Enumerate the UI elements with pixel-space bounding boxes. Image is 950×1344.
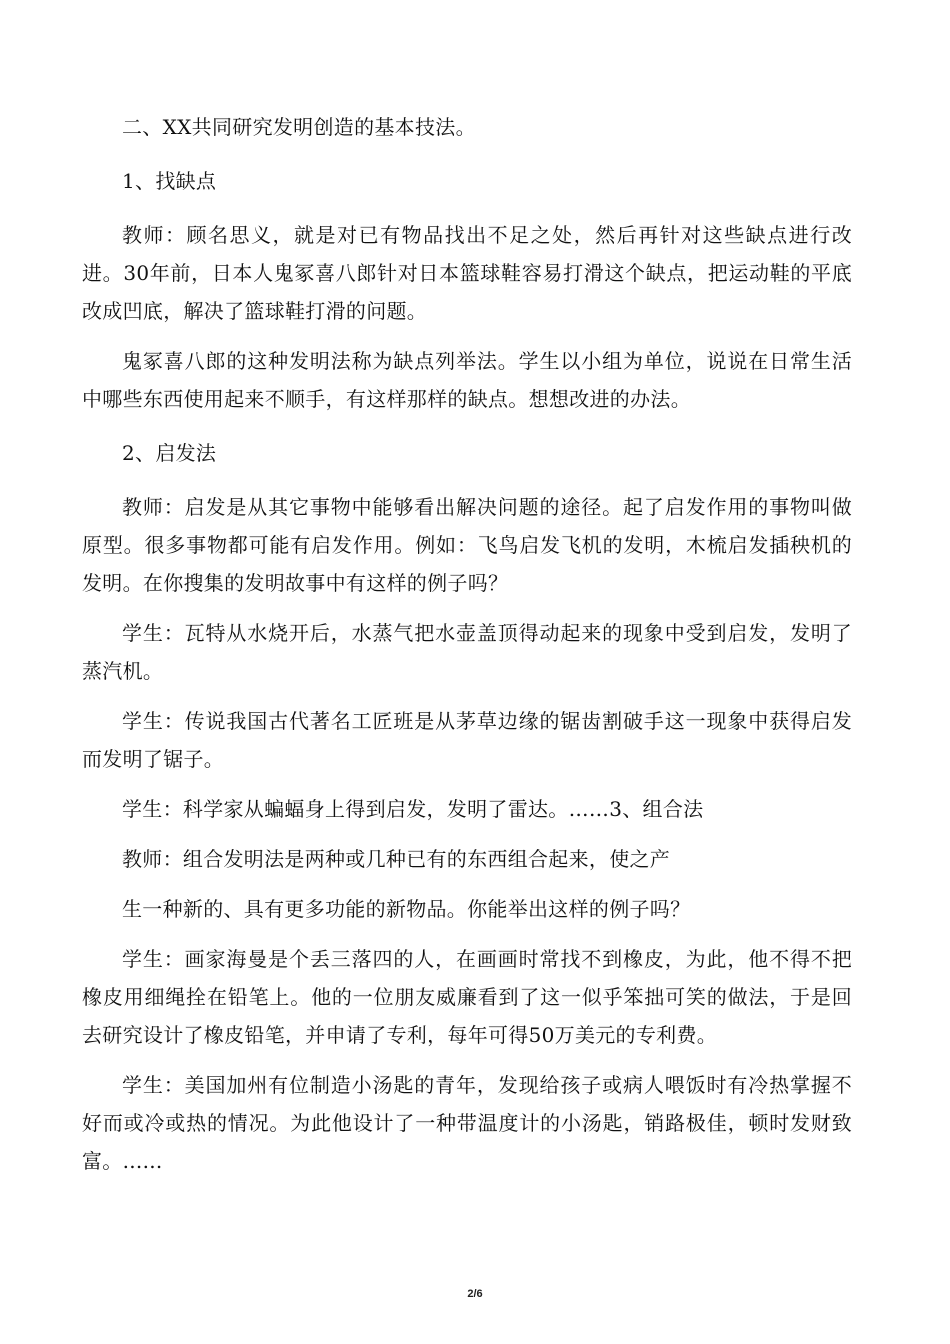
- paragraph-teacher-combination: 教师：组合发明法是两种或几种已有的东西组合起来，使之产: [122, 847, 671, 871]
- paragraph-defect-listing: 鬼冢喜八郎的这种发明法称为缺点列举法。学生以小组为单位，说说在日常生活中哪些东西使用起来不顺手，有这样那样的缺点。想想改进的办法。: [82, 349, 852, 411]
- subsection-heading-find-defects: 1、找缺点: [122, 169, 217, 193]
- page-number: 2/6: [467, 1288, 483, 1300]
- section-heading: 二、XX共同研究发明创造的基本技法。: [122, 115, 476, 139]
- document-body: [82, 108, 852, 1192]
- paragraph-student-eraser-pencil: 学生：画家海曼是个丢三落四的人，在画画时常找不到橡皮，为此，他不得不把橡皮用细绳拴在铅笔上。他的一位朋友威廉看到了这一似乎笨拙可笑的做法，于是回去研究设计了橡皮铅笔，并申请了专利，每年可得50万美元的专利费。: [82, 947, 852, 1047]
- paragraph-student-radar: 学生：科学家从蝙蝠身上得到启发，发明了雷达。……3、组合法: [122, 797, 704, 821]
- subsection-heading-inspiration: 2、启发法: [122, 441, 217, 465]
- paragraph-student-saw: 学生：传说我国古代著名工匠班是从茅草边缘的锯齿割破手这一现象中获得启发而发明了锯子。: [82, 709, 852, 771]
- paragraph-teacher-defects: 教师：顾名思义，就是对已有物品找出不足之处，然后再针对这些缺点进行改进。30年前，日本人鬼冢喜八郎针对日本篮球鞋容易打滑这个缺点，把运动鞋的平底改成凹底，解决了篮球鞋打滑的问题。: [82, 223, 852, 323]
- paragraph-combination-question: 生一种新的、具有更多功能的新物品。你能举出这样的例子吗？: [122, 897, 691, 921]
- paragraph-teacher-inspiration: 教师：启发是从其它事物中能够看出解决问题的途径。起了启发作用的事物叫做原型。很多事物都可能有启发作用。例如：飞鸟启发飞机的发明，木梳启发插秧机的发明。在你搜集的发明故事中有这样的例子吗？: [82, 495, 852, 595]
- paragraph-student-watt: 学生：瓦特从水烧开后，水蒸气把水壶盖顶得动起来的现象中受到启发，发明了蒸汽机。: [82, 621, 852, 683]
- paragraph-student-spoon: 学生：美国加州有位制造小汤匙的青年，发现给孩子或病人喂饭时有冷热掌握不好而或冷或热的情况。为此他设计了一种带温度计的小汤匙，销路极佳，顿时发财致富。......: [82, 1073, 852, 1173]
